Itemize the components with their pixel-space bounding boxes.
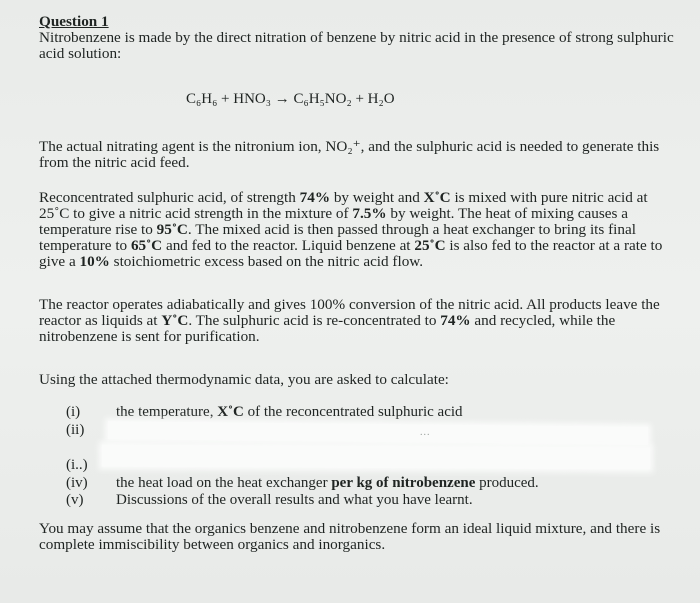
- smudge-text: ...: [420, 427, 431, 438]
- item-number: (i..): [66, 457, 88, 473]
- item-text: the temperature, X˚C of the reconcentrated sulphuric acid: [116, 404, 463, 420]
- reactant-benzene: C₆H₆: [186, 91, 218, 107]
- plus-sign: +: [351, 91, 368, 107]
- item-text: Discussions of the overall results and what you have learnt.: [116, 492, 473, 508]
- item-number: (i): [66, 404, 81, 420]
- list-item: [66, 475, 666, 493]
- redaction-overlay: [102, 445, 650, 470]
- item-text: the heat load on the heat exchanger per kg of nitrobenzene produced.: [116, 474, 539, 491]
- assumption-paragraph: You may assume that the organics benzene and nitrobenzene form an ideal liquid mixture, and there is complete immiscibility between organics and inorganics.: [39, 520, 661, 553]
- reaction-arrow: →: [271, 91, 294, 107]
- item-number: (v): [66, 492, 84, 508]
- reactant-nitric-acid: HNO₃: [233, 91, 271, 107]
- task-prompt: Using the attached thermodynamic data, you are asked to calculate:: [39, 371, 449, 388]
- product-nitrobenzene: C₆H₅NO₂: [293, 91, 352, 107]
- reactor-paragraph: The reactor operates adiabatically and gives 100% conversion of the nitric acid. All products leave the reactor as liquids at Y˚C. The sulphuric acid is re-concentrated to 74% and recycled, while the nitrobenzene is sent for purification.: [39, 296, 660, 345]
- item-number: (iv): [66, 474, 88, 491]
- intro-paragraph: Nitrobenzene is made by the direct nitration of benzene by nitric acid in the presence of strong sulphuric acid solution:: [39, 29, 674, 62]
- nitronium-paragraph: The actual nitrating agent is the nitronium ion, NO₂⁺, and the sulphuric acid is needed to generate this from the nitric acid feed.: [39, 138, 660, 171]
- process-paragraph: Reconcentrated sulphuric acid, of strength 74% by weight and X˚C is mixed with pure nitric acid at 25˚C to give a nitric acid strength in the mixture of 7.5% by weight. The heat of mixing causes a temperature rise to 95˚C. The mixed acid is then passed through a heat exchanger to bring its final temperature to 65˚C and fed to the reactor. Liquid benzene at 25˚C is also fed to the reactor at a rate to give a 10% stoichiometric excess based on the nitric acid flow.: [39, 189, 663, 270]
- item-number: (ii): [66, 421, 85, 438]
- list-item: [66, 492, 666, 510]
- question-title: Question 1: [39, 13, 109, 30]
- chemical-equation: [186, 91, 395, 108]
- plus-sign: +: [217, 91, 234, 107]
- list-item: [66, 404, 666, 422]
- product-water: H₂O: [367, 91, 395, 107]
